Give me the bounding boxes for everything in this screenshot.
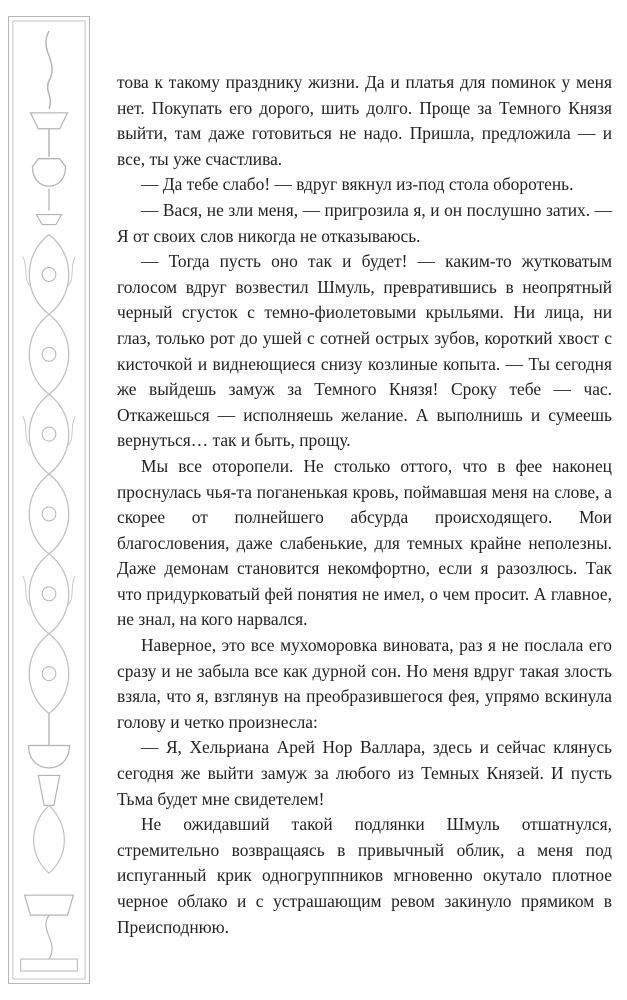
paragraph: Не ожидавший такой подлянки Шмуль отшатнулся, стремительно возвращаясь в привычный облик, а меня под испуганный крик одногруппников мгновенно окутало плотное черное облако и с устрашающим ревом закинуло прямиком в Преисподнюю. [117,814,612,937]
paragraph: — Да тебе слабо! — вдруг вякнул из-под стола оборотень. [141,174,574,195]
paragraph: това к такому празднику жизни. Да и платья для поминок у меня нет. Покупать его дорого, шить долго. Проще за Темного Князя выйти, там даже готовиться не надо. Пришла, предложила — и все, ты уже счастлива. [117,72,612,169]
paragraph: — Вася, не зли меня, — пригрозила я, и он послушно затих. — Я от своих слов никогда не отказываюсь. [117,199,612,246]
body-text [117,70,612,940]
ornament-pattern [9,17,89,983]
paragraph: — Я, Хельриана Арей Нор Валлара, здесь и сейчас клянусь сегодня же выйти замуж за любого из Темных Князей. И пусть Тьма будет мне свидетелем! [117,737,612,809]
paragraph: — Тогда пусть оно так и будет! — каким-то жутковатым голосом вдруг возвестил Шмуль, превратившись в неопрятный черный сгусток с темно-фиолетовыми крыльями. Ни лица, ни глаз, только рот до ушей с сотней острых зубов, короткий хвост с кисточкой и виднеющиеся снизу козлиные копыта. — Ты сегодня же выйдешь замуж за Темного Князя! Сроку тебе — час. Откажешься — исполняешь желание. А выполнишь и сумеешь вернуться… так и быть, прощу. [117,251,612,451]
ornamental-border [8,16,90,984]
paragraph: Наверное, это все мухоморовка виновата, раз я не послала его сразу и не забыла все как дурной сон. Но меня вдруг такая злость взяла, что я, взглянув на преобразившегося фея, упрямо вскинула голову и четко произнесла: [117,635,612,732]
paragraph: Мы все оторопели. Не столько оттого, что в фее наконец проснулась чья-та поганенькая кровь, поймавшая меня на слове, а скорее от полнейшего абсурда происходящего. Мои благословения, даже слабенькие, для темных крайне неполезны. Даже демонам становится некомфортно, если я разозлюсь. Так что придурковатый фей понятия не имел, о чем просит. А главное, не знал, на кого нарвался. [117,455,612,630]
